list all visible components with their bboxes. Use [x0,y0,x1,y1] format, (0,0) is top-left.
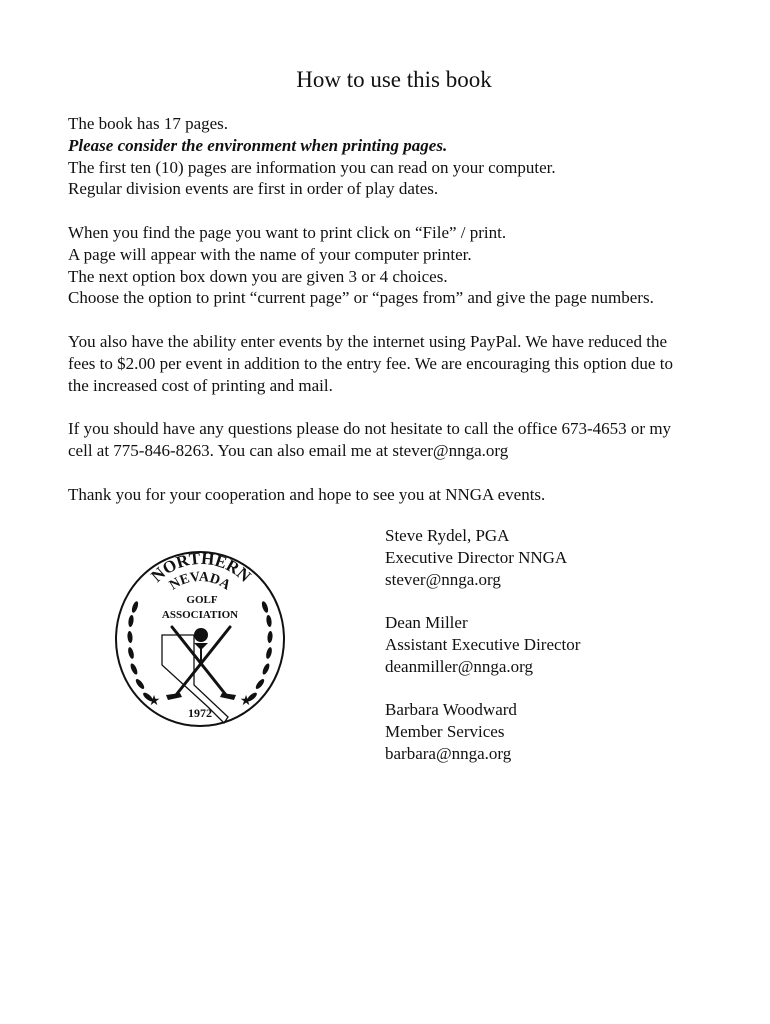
paypal-line: fees to $2.00 per event in addition to the entry fee. We are encouraging this option due to [68,353,673,373]
intro-line: Regular division events are first in order of play dates. [68,179,439,199]
paypal-line: You also have the ability enter events by the internet using PayPal. We have reduced the [68,331,667,351]
nnga-seal-logo [112,545,287,730]
contact-name: Steve Rydel, PGA [385,526,510,545]
questions-line: cell at 775-846-8263. You can also email me at stever@nnga.org [68,440,509,460]
contact-name: Barbara Woodward [385,700,517,720]
printing-line: The next option box down you are given 3 or 4 choices. [68,266,448,286]
contact-name: Dean Miller [385,613,468,633]
thanks-paragraph [68,484,718,506]
printing-line: When you find the page you want to print click on “File” / print. [68,222,507,242]
seal-arc-text-2: NEVADA [167,569,233,594]
body-text [68,113,718,527]
contact-email: stever@nnga.org [385,569,501,589]
printing-line: Choose the option to print “current page” or “pages from” and give the page numbers. [68,288,654,308]
intro-paragraph [68,113,718,200]
contact-email: deanmiller@nnga.org [385,656,533,676]
contact-block [385,525,745,590]
thanks-line: Thank you for your cooperation and hope to see you at NNGA events. [68,484,546,504]
paypal-paragraph [68,331,718,396]
contact-block [385,612,745,677]
golf-ball-icon [194,628,208,642]
printing-line: A page will appear with the name of your computer printer. [68,244,472,264]
contact-role: Assistant Executive Director [385,634,581,654]
seal-line-1: GOLF [186,594,218,606]
contact-block [385,699,745,764]
environment-note: Please consider the environment when printing pages. [68,135,448,155]
intro-line: The book has 17 pages. [68,114,229,133]
questions-line: If you should have any questions please do not hesitate to call the office 673-4653 or my [68,419,672,439]
intro-line: The first ten (10) pages are information you can read on your computer. [68,157,556,177]
star-left-icon: ★ [147,694,161,709]
paypal-line: the increased cost of printing and mail. [68,375,333,395]
printing-paragraph [68,222,718,309]
seal-line-2: ASSOCIATION [161,609,239,621]
seal-arc-text: NORTHERN [147,548,255,586]
star-right-icon: ★ [239,694,253,709]
questions-paragraph [68,418,718,462]
contact-role: Executive Director NNGA [385,547,568,567]
contact-list [385,525,745,787]
contact-email: barbara@nnga.org [385,743,512,763]
contact-role: Member Services [385,722,505,742]
seal-year: 1972 [188,706,212,720]
page-title: How to use this book [296,67,492,92]
